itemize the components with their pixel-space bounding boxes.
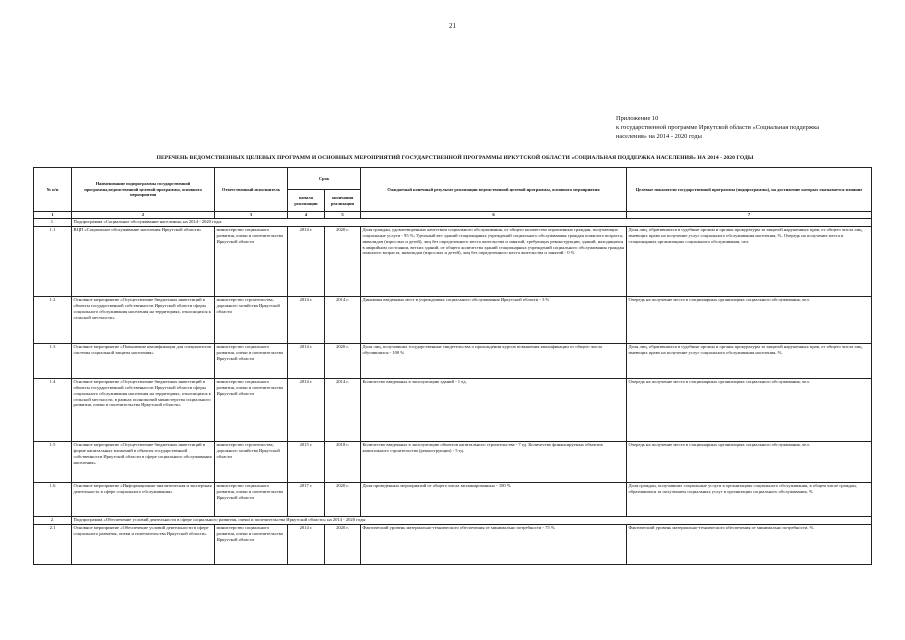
- col-number: 3: [215, 212, 288, 219]
- section-title: Подпрограмма «Обеспечение условий деятельности в сфере социального развития, опеки и попечительства Иркутской области» на 2014 - 2020 годы: [72, 516, 872, 524]
- row-result: Количество введенных в эксплуатацию объектов капитального строительства - 7 ед. Количество финансируемых объектов капитального строительства (реконструкции) - 5 ед.: [361, 441, 627, 482]
- header-end: окончания реализации: [325, 190, 361, 212]
- row-start: 2015 г.: [288, 441, 325, 482]
- row-num: 1.2: [34, 296, 72, 343]
- row-start: 2014 г.: [288, 226, 325, 296]
- row-num: 1.6: [34, 482, 72, 516]
- row-name: Основное мероприятие «Информационно-аналитическая и экспертная деятельность в сфере социального обслуживания»: [72, 482, 215, 516]
- row-num: 1.4: [34, 378, 72, 441]
- row-name: Основное мероприятие «Осуществление бюджетных инвестиций в объекты государственной собственности Иркутской области сферы социального обслуживания населения на территориях, относящихся к сельской местности, в рамках полномочий министерства социального развития, опеки и попечительства Иркутской области»: [72, 378, 215, 441]
- header-executor: Ответственный исполнитель: [215, 168, 288, 212]
- header-result: Ожидаемый конечный результат реализации ведомственной целевой программы, основного мероприятия: [361, 168, 627, 212]
- row-end: 2020 г.: [325, 226, 361, 296]
- header-indicators: Целевые показатели государственной программы (подпрограммы), на достижение которых оказывается влияние: [627, 168, 872, 212]
- row-num: 1.5: [34, 441, 72, 482]
- col-number: 5: [325, 212, 361, 219]
- col-number: 7: [627, 212, 872, 219]
- row-name: Основное мероприятие «Обеспечение условий деятельности в сфере социального развития, опеки и попечительства Иркутской области»: [72, 524, 215, 564]
- row-end: 2014 г.: [325, 296, 361, 343]
- table-row: [34, 343, 872, 378]
- document-title: ПЕРЕЧЕНЬ ВЕДОМСТВЕННЫХ ЦЕЛЕВЫХ ПРОГРАММ И ОСНОВНЫХ МЕРОПРИЯТИЙ ГОСУДАРСТВЕННОЙ ПРОГРАММЫ ИРКУТСКОЙ ОБЛАСТИ «СОЦИАЛЬНАЯ ПОДДЕРЖКА НАСЕЛЕНИЯ» НА 2014 - 2020 ГОДЫ: [156, 155, 754, 161]
- row-result: Фактический уровень материально-технического обеспечения от минимально потребности - 75 %: [361, 524, 627, 564]
- col-number: 6: [361, 212, 627, 219]
- appendix-line-1: Приложение 10: [616, 115, 659, 122]
- row-executor: министерство социального развития, опеки и попечительства Иркутской области: [215, 343, 288, 378]
- table-row: [34, 296, 872, 343]
- row-name: Основное мероприятие «Повышение квалификации для специалистов системы социальной защиты населения»: [72, 343, 215, 378]
- row-num: 1.1: [34, 226, 72, 296]
- row-end: 2018 г.: [325, 441, 361, 482]
- row-result: Доля проведенных мероприятий от общего числа запланированных - 100 %: [361, 482, 627, 516]
- column-numbers-row: [34, 212, 872, 219]
- row-executor: министерство социального развития, опеки и попечительства Иркутской области: [215, 482, 288, 516]
- row-indicators: Очередь на получение места в стационарных организациях социального обслуживания, чел.: [627, 378, 872, 441]
- section-num: 2.: [34, 516, 72, 524]
- row-executor: министерство социального развития, опеки и попечительства Иркутской области: [215, 378, 288, 441]
- page-number: 21: [449, 22, 456, 30]
- row-start: 2017 г.: [288, 482, 325, 516]
- programs-table: [33, 167, 872, 565]
- table-row: [34, 441, 872, 482]
- row-executor: министерство строительства, дорожного хозяйства Иркутской области: [215, 296, 288, 343]
- table-row: [34, 482, 872, 516]
- row-indicators: Очередь на получение места в стационарных организациях социального обслуживания, чел.: [627, 296, 872, 343]
- row-end: 2020 г.: [325, 482, 361, 516]
- row-start: 2014 г.: [288, 296, 325, 343]
- table-row: [34, 524, 872, 564]
- row-indicators: Очередь на получение места в стационарных организациях социального обслуживания, чел.: [627, 441, 872, 482]
- row-indicators: Доля граждан, получивших социальные услуги в организациях социального обслуживания, в общем числе граждан, обратившихся за получением социальных услуг в организации социального обслуживания, %: [627, 482, 872, 516]
- row-executor: министерство строительства, дорожного хозяйства Иркутской области: [215, 441, 288, 482]
- header-term: Срок: [288, 168, 361, 190]
- table-row: [34, 226, 872, 296]
- table-row: [34, 378, 872, 441]
- row-name: ВЦП «Социальное обслуживание населения Иркутской области»: [72, 226, 215, 296]
- col-number: 1: [34, 212, 72, 219]
- row-result: Количество введенных в эксплуатацию зданий - 1 ед.: [361, 378, 627, 441]
- header-start: начала реализации: [288, 190, 325, 212]
- header-num: № п/п: [34, 168, 72, 212]
- appendix-note: [616, 114, 826, 141]
- row-executor: министерство социального развития, опеки и попечительства Иркутской области: [215, 226, 288, 296]
- section-row: [34, 516, 872, 524]
- row-result: Динамика введенных мест в учреждениях социального обслуживания Иркутской области - 3 %: [361, 296, 627, 343]
- row-indicators: Доля лиц, обратившихся в судебные органы и органы прокуратуры за защитой нарушенных прав, от общего числа лиц, имеющих право на получение услуг социального обслуживания населения, %. Очередь на получение места в стационарных организациях социального обслуживания, чел.: [627, 226, 872, 296]
- row-result: Доля граждан, удовлетворенных качеством социального обслуживания, от общего количества опрошенных граждан, получающих социальные услуги - 95 %; Удельный вес зданий стационарных учреждений социального обслуживания граждан пожилого возраста, инвалидов (взрослых и детей), лиц без определенного места жительства и занятий, требующих реконструкции, зданий, находящихся в аварийном состоянии, ветхих зданий, от общего количества зданий стационарных учреждений социального обслуживания граждан пожилого возраста, инвалидов (взрослых и детей), лиц без определенного места жительства и занятий - 0 %: [361, 226, 627, 296]
- row-num: 2.1: [34, 524, 72, 564]
- row-num: 1.3: [34, 343, 72, 378]
- section-row: [34, 218, 872, 226]
- row-executor: министерство социального развития, опеки и попечительства Иркутской области: [215, 524, 288, 564]
- row-end: 2020 г.: [325, 524, 361, 564]
- row-indicators: Фактический уровень материально-технического обеспечения от минимально потребности, %: [627, 524, 872, 564]
- row-name: Основное мероприятие «Осуществление бюджетных инвестиций в объекты государственной собственности Иркутской области сферы социального обслуживания населения на территориях, относящихся к сельской местности»: [72, 296, 215, 343]
- row-start: 2014 г.: [288, 524, 325, 564]
- row-indicators: Доля лиц, обратившихся в судебные органы и органы прокуратуры за защитой нарушенных прав, от общего числа лиц, имеющих право на получение услуг социального обслуживания населения, %.: [627, 343, 872, 378]
- row-start: 2014 г.: [288, 378, 325, 441]
- header-name: Наименование подпрограммы государственной программы,ведомственной целевой программы, основного мероприятия: [72, 168, 215, 212]
- row-result: Доля лиц, получивших государственные свидетельства о прохождении курсов повышения квалификации от общего числа обучившихся - 100 %: [361, 343, 627, 378]
- col-number: 4: [288, 212, 325, 219]
- col-number: 2: [72, 212, 215, 219]
- appendix-line-2: к государственной программе Иркутской области «Социальная поддержка населения» на 2014 - 2020 годы: [616, 124, 820, 140]
- row-name: Основное мероприятие «Осуществление бюджетных инвестиций в форме капитальных вложений в объекты государственной собственности Иркутской области в сфере социального обслуживания населения»: [72, 441, 215, 482]
- row-start: 2014 г.: [288, 343, 325, 378]
- section-num: 1.: [34, 218, 72, 226]
- section-title: Подпрограмма «Социальное обслуживание населения» на 2014 - 2020 годы: [72, 218, 872, 226]
- row-end: 2014 г.: [325, 378, 361, 441]
- row-end: 2020 г.: [325, 343, 361, 378]
